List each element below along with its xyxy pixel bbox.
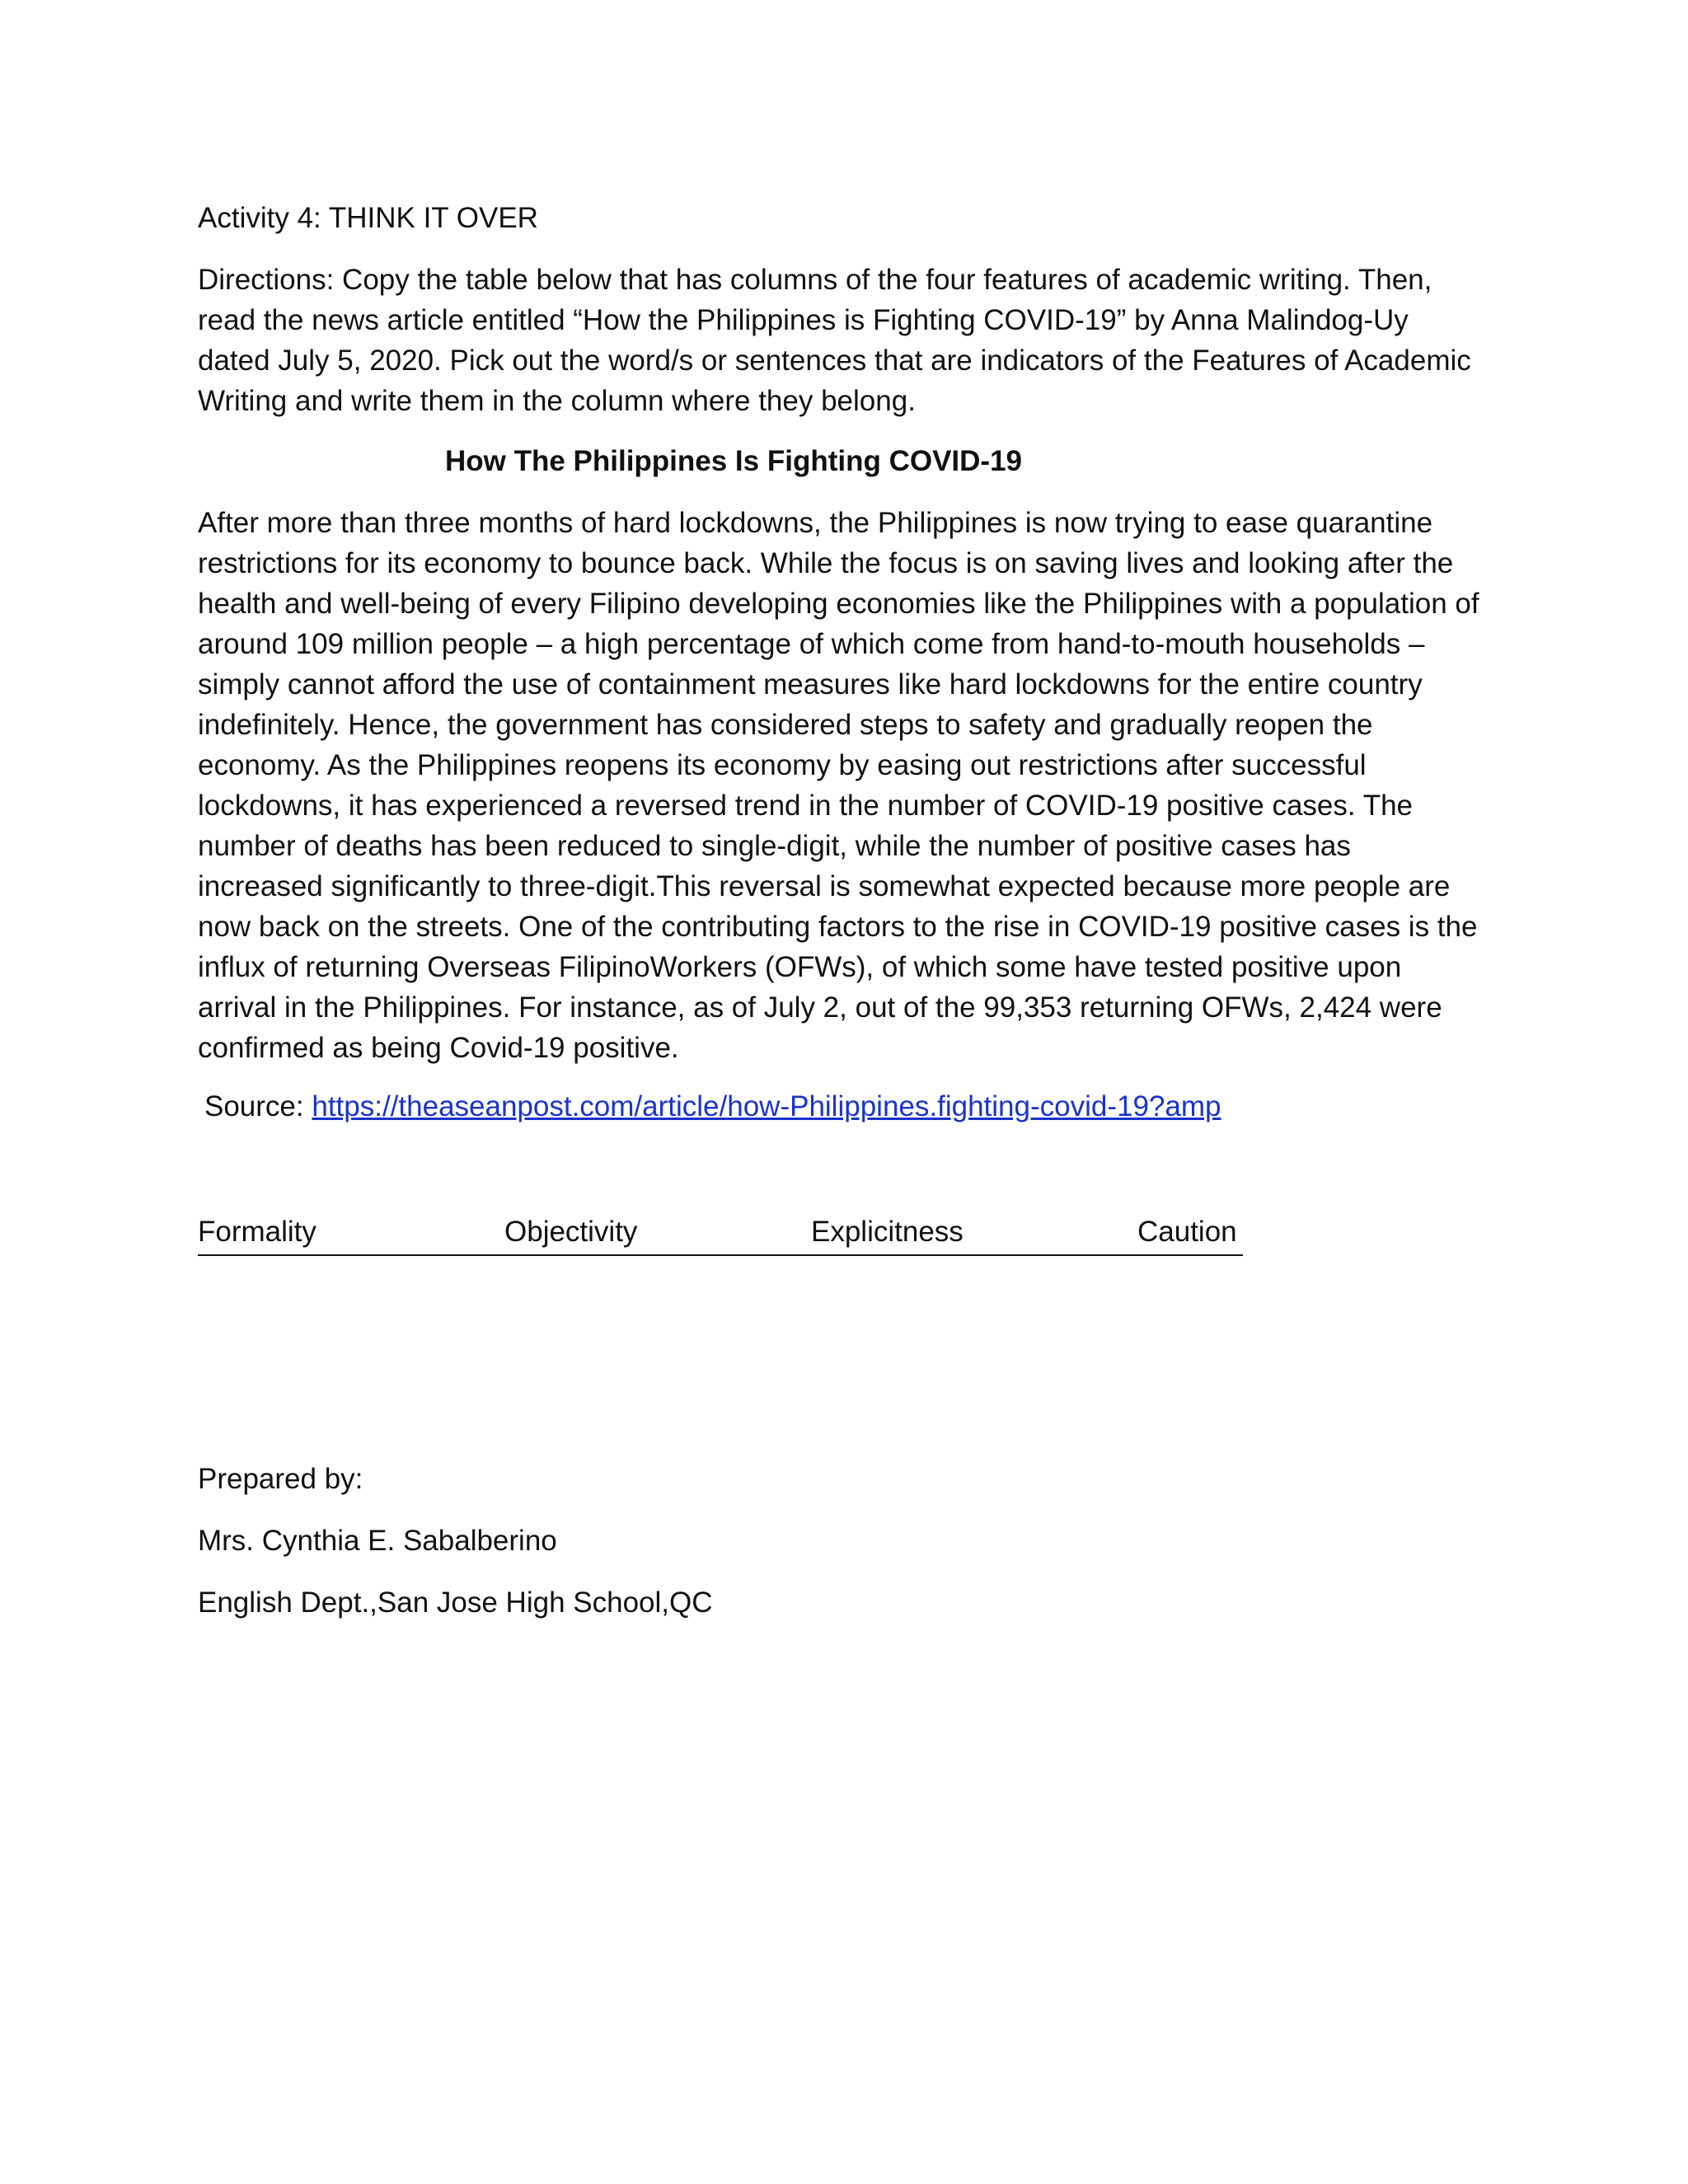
preparer-department: English Dept.,San Jose High School,QC [198, 1586, 713, 1619]
preparer-name: Mrs. Cynthia E. Sabalberino [198, 1525, 557, 1557]
article-body: After more than three months of hard lockdowns, the Philippines is now trying to ease quarantine restrictions for its economy to bounce back. While the focus is on saving lives and looking after the health and well-being of every Filipino developing economies like the Philippines with a population of around 109 million people – a high percentage of which come from hand-to-mouth households – simply cannot afford the use of containment measures like hard lockdowns for the entire country indefinitely. Hence, the government has considered steps to safety and gradually reopen the economy. As the Philippines reopens its economy by easing out restrictions after successful lockdowns, it has experienced a reversed trend in the number of COVID-19 positive cases. The number of deaths has been reduced to single-digit, while the number of positive cases has increased significantly to three-digit.This reversal is somewhat expected because more people are now back on the streets. One of the contributing factors to the rise in COVID-19 positive cases is the influx of returning Overseas FilipinoWorkers (OFWs), of which some have tested positive upon arrival in the Philippines. For instance, as of July 2, out of the 99,353 returning OFWs, 2,424 were confirmed as being Covid-19 positive. [198, 507, 1479, 1064]
feature-column-caution: Caution [1137, 1216, 1237, 1248]
feature-column-explicitness: Explicitness [811, 1216, 964, 1248]
source-link[interactable]: https://theaseanpost.com/article/how-Philippines.fighting-covid-19?amp [312, 1090, 1221, 1122]
source-line [204, 1086, 1490, 1127]
prepared-by-label: Prepared by: [198, 1463, 363, 1495]
activity-title: Activity 4: THINK IT OVER [198, 202, 538, 234]
feature-column-formality: Formality [198, 1216, 316, 1248]
feature-column-objectivity: Objectivity [504, 1216, 638, 1248]
features-table-header [198, 1212, 1243, 1256]
source-label: Source: [204, 1090, 304, 1122]
directions-paragraph: Directions: Copy the table below that has columns of the four features of academic writing. Then, read the news article entitled “How the Philippines is Fighting COVID-19” by Anna Malindog-Uy dated July 5, 2020. Pick out the word/s or sentences that are indicators of the Features of Academic Writing and write them in the column where they belong. [198, 264, 1471, 417]
article-title: How The Philippines Is Fighting COVID-19 [444, 445, 1023, 477]
